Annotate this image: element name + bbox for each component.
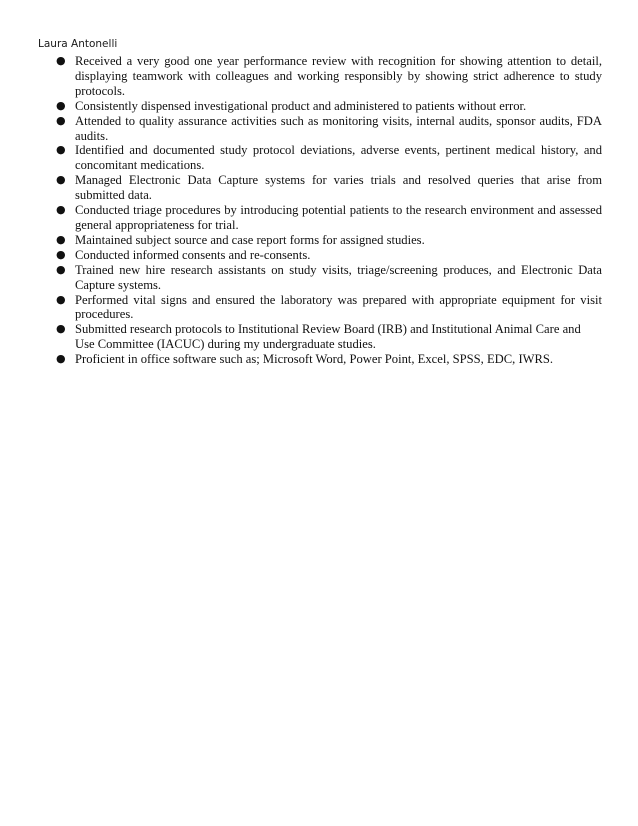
bullet-item [54, 233, 602, 248]
bullet-text: Proficient in office software such as; Microsoft Word, Power Point, Excel, SPSS, EDC, IWRS. [75, 352, 554, 367]
bullet-text: Trained new hire research assistants on study visits, triage/screening produces, and Electronic Data Capture systems. [75, 262, 602, 292]
bullet-icon: ● [56, 54, 66, 67]
bullet-text: Conducted informed consents and re-consents. [75, 247, 311, 262]
bullet-item [54, 143, 602, 173]
bullet-item [54, 203, 602, 233]
bullet-text: Performed vital signs and ensured the laboratory was prepared with appropriate equipment for visit procedures. [75, 292, 602, 322]
bullet-text: Submitted research protocols to Institutional Review Board (IRB) and Institutional Animal Care and Use Committee (IACUC) during my undergraduate studies. [75, 322, 581, 352]
bullet-item [54, 54, 602, 99]
bullet-icon: ● [56, 322, 66, 336]
bullet-icon: ● [56, 173, 66, 187]
bullet-icon: ● [56, 113, 66, 127]
bullet-item [54, 114, 602, 144]
bullet-text: Conducted triage procedures by introducing potential patients to the research environment and assessed general appropriateness for trial. [75, 203, 602, 232]
bullet-icon: ● [56, 203, 66, 217]
bullet-icon: ● [56, 232, 66, 246]
author-name: Laura Antonelli [38, 38, 118, 50]
bullet-icon: ● [56, 143, 66, 157]
bullet-icon: ● [56, 262, 66, 276]
bullet-icon: ● [56, 292, 66, 306]
bullet-icon: ● [56, 352, 66, 366]
bullet-item [54, 173, 602, 203]
bullet-item [54, 248, 602, 263]
bullet-item [54, 99, 602, 114]
bullet-icon: ● [56, 98, 66, 112]
bullet-icon: ● [56, 247, 66, 261]
bullet-text: Attended to quality assurance activities such as monitoring visits, internal audits, sponsor audits, FDA audits. [75, 113, 602, 143]
bullet-text: Consistently dispensed investigational product and administered to patients without error. [75, 98, 527, 113]
bullet-item [54, 352, 602, 367]
bullet-item [54, 322, 602, 352]
experience-bullet-list [54, 54, 602, 367]
bullet-text: Identified and documented study protocol deviations, adverse events, pertinent medical history, and concomitant medications. [75, 143, 602, 173]
bullet-text: Received a very good one year performance review with recognition for showing attention to detail, displaying teamwork with colleagues and working responsibly by showing strict adherence to study protocols. [75, 54, 602, 98]
bullet-text: Managed Electronic Data Capture systems for varies trials and resolved queries that arise from submitted data. [75, 173, 602, 203]
bullet-item [54, 293, 602, 323]
bullet-item [54, 263, 602, 293]
bullet-text: Maintained subject source and case report forms for assigned studies. [75, 232, 425, 247]
